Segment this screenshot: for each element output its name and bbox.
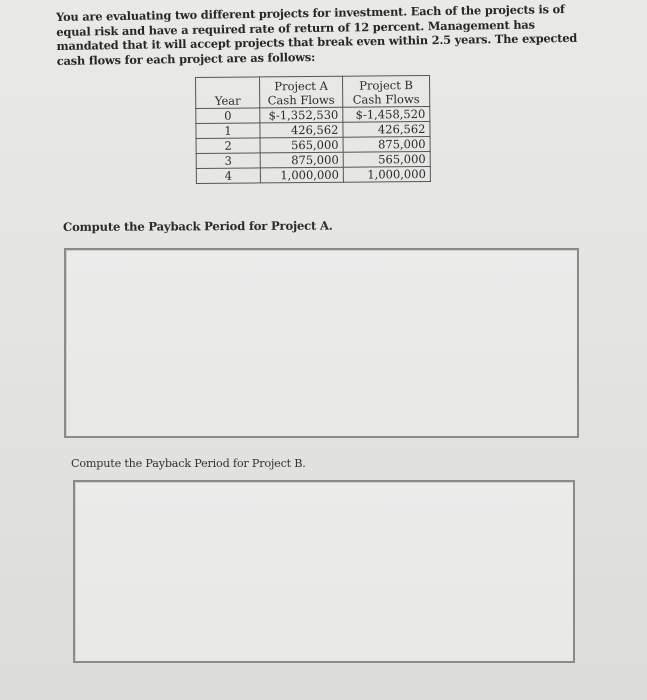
header-project-b-line2: Cash Flows xyxy=(352,92,420,107)
table-header-row xyxy=(196,75,430,108)
cell-project-b: 1,000,000 xyxy=(343,166,430,182)
header-project-b xyxy=(342,75,429,107)
cell-year: 3 xyxy=(196,153,260,169)
cell-project-a: 565,000 xyxy=(260,137,343,153)
cell-project-a: $-1,352,530 xyxy=(260,107,343,123)
question-project-a: Compute the Payback Period for Project A. xyxy=(63,218,333,234)
cell-project-a: 875,000 xyxy=(260,152,343,168)
header-year: Year xyxy=(196,77,260,109)
header-project-b-line1: Project B xyxy=(359,78,413,93)
table-row xyxy=(196,121,430,138)
question-project-b: Compute the Payback Period for Project B. xyxy=(71,457,306,470)
cell-project-a: 426,562 xyxy=(260,122,343,138)
header-project-a-line1: Project A xyxy=(274,78,328,94)
header-project-a-line2: Cash Flows xyxy=(267,92,335,108)
cell-project-b: 565,000 xyxy=(343,151,430,167)
table-row xyxy=(196,151,430,168)
table-row xyxy=(196,166,430,183)
cell-project-b: 426,562 xyxy=(343,121,430,137)
problem-statement: You are evaluating two different projects for investment. Each of the projects is of equal risk and have a required rate of return of 12 percent. Management has mandated that it will accept projects that break even within 2.5 years. The expected cash flows for each project are as follows: xyxy=(56,2,578,68)
cell-project-b: 875,000 xyxy=(343,136,430,152)
cell-year: 1 xyxy=(196,123,260,139)
cell-year: 2 xyxy=(196,138,260,154)
answer-input-project-a[interactable] xyxy=(66,250,577,436)
answer-input-project-b[interactable] xyxy=(75,482,573,661)
table-row xyxy=(196,136,430,153)
cell-project-b: $-1,458,520 xyxy=(343,106,430,122)
cell-project-a: 1,000,000 xyxy=(260,167,343,183)
table-row xyxy=(196,106,430,123)
answer-box-project-b[interactable] xyxy=(73,480,575,663)
cell-year: 4 xyxy=(196,168,260,184)
cell-year: 0 xyxy=(196,108,260,124)
answer-box-project-a[interactable] xyxy=(64,248,579,438)
header-project-a xyxy=(260,76,343,108)
cash-flow-table xyxy=(195,75,431,184)
